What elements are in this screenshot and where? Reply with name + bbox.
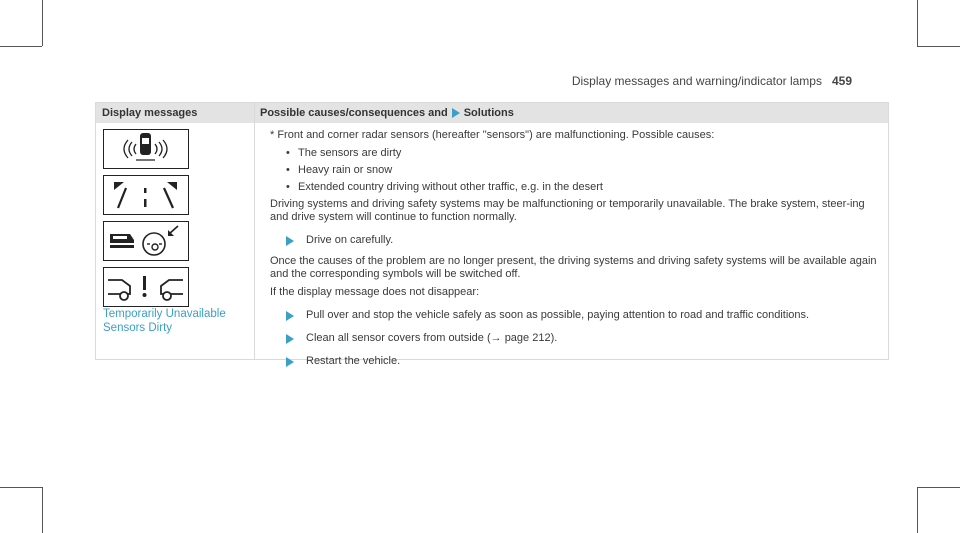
cause-text: The sensors are dirty (298, 147, 402, 159)
col-header-solutions-label: Solutions (463, 107, 514, 119)
step-item (286, 234, 880, 247)
arrow-right-icon (286, 311, 294, 321)
crop-mark (917, 0, 918, 46)
col-header-display-messages: Display messages (102, 107, 198, 119)
arrow-right-icon (286, 236, 294, 246)
arrow-right-icon (286, 357, 294, 367)
step-text: Drive on carefully. (306, 234, 394, 246)
car-sensor-waves-icon (103, 129, 189, 169)
page-header (572, 74, 852, 88)
list-item: • Heavy rain or snow (286, 164, 393, 176)
step-item (286, 332, 880, 345)
crop-mark (917, 487, 960, 488)
step-text: Pull over and stop the vehicle safely as soon as possible, paying attention to road and traffic conditions. (306, 309, 810, 321)
crop-mark (917, 46, 960, 47)
step-item (286, 309, 880, 322)
caption-line-1: Temporarily Unavailable (103, 308, 226, 320)
crop-mark (0, 46, 42, 47)
intro-text: * Front and corner radar sensors (hereafter "sensors") are malfunctioning. Possible causes: (270, 129, 715, 141)
list-item: • The sensors are dirty (286, 147, 402, 159)
arrow-right-icon (286, 334, 294, 344)
cause-text: Heavy rain or snow (298, 164, 393, 176)
paragraph-3: If the display message does not disappear: (270, 286, 480, 298)
paragraph-2: Once the causes of the problem are no longer present, the driving systems and driving safety systems will be available again and the corresponding symbols will be switched off. (270, 255, 877, 280)
col-header-causes: Possible causes/consequences and (260, 107, 448, 119)
solutions-cell (270, 129, 880, 376)
crop-mark (42, 0, 43, 46)
table-header (96, 103, 888, 123)
caption-line-2: Sensors Dirty (103, 322, 173, 334)
display-message-table (95, 102, 889, 367)
header-title: Display messages and warning/indicator lamps (571, 74, 822, 88)
car-speedometer-icon (103, 221, 189, 261)
car-distance-warning-icon (103, 267, 189, 307)
step-item (286, 355, 880, 368)
step-text: Restart the vehicle. (306, 355, 401, 367)
page-number: 459 (831, 74, 852, 88)
column-divider (254, 103, 255, 359)
list-item: • Extended country driving without other traffic, e.g. in the desert (286, 181, 603, 193)
lane-sensor-icon (103, 175, 189, 215)
cause-text: Extended country driving without other traffic, e.g. in the desert (298, 181, 603, 193)
arrow-right-icon (452, 108, 460, 118)
crop-mark (917, 487, 918, 533)
col-header-solutions (260, 107, 514, 119)
step-text: Clean all sensor covers from outside (→ page 212). (306, 332, 558, 344)
paragraph-1: Driving systems and driving safety systems may be malfunctioning or temporarily unavailable. The brake system, steer-ing and drive system will continue to function normally. (270, 198, 865, 223)
crop-mark (42, 487, 43, 533)
display-message-caption (103, 307, 226, 335)
crop-mark (0, 487, 42, 488)
